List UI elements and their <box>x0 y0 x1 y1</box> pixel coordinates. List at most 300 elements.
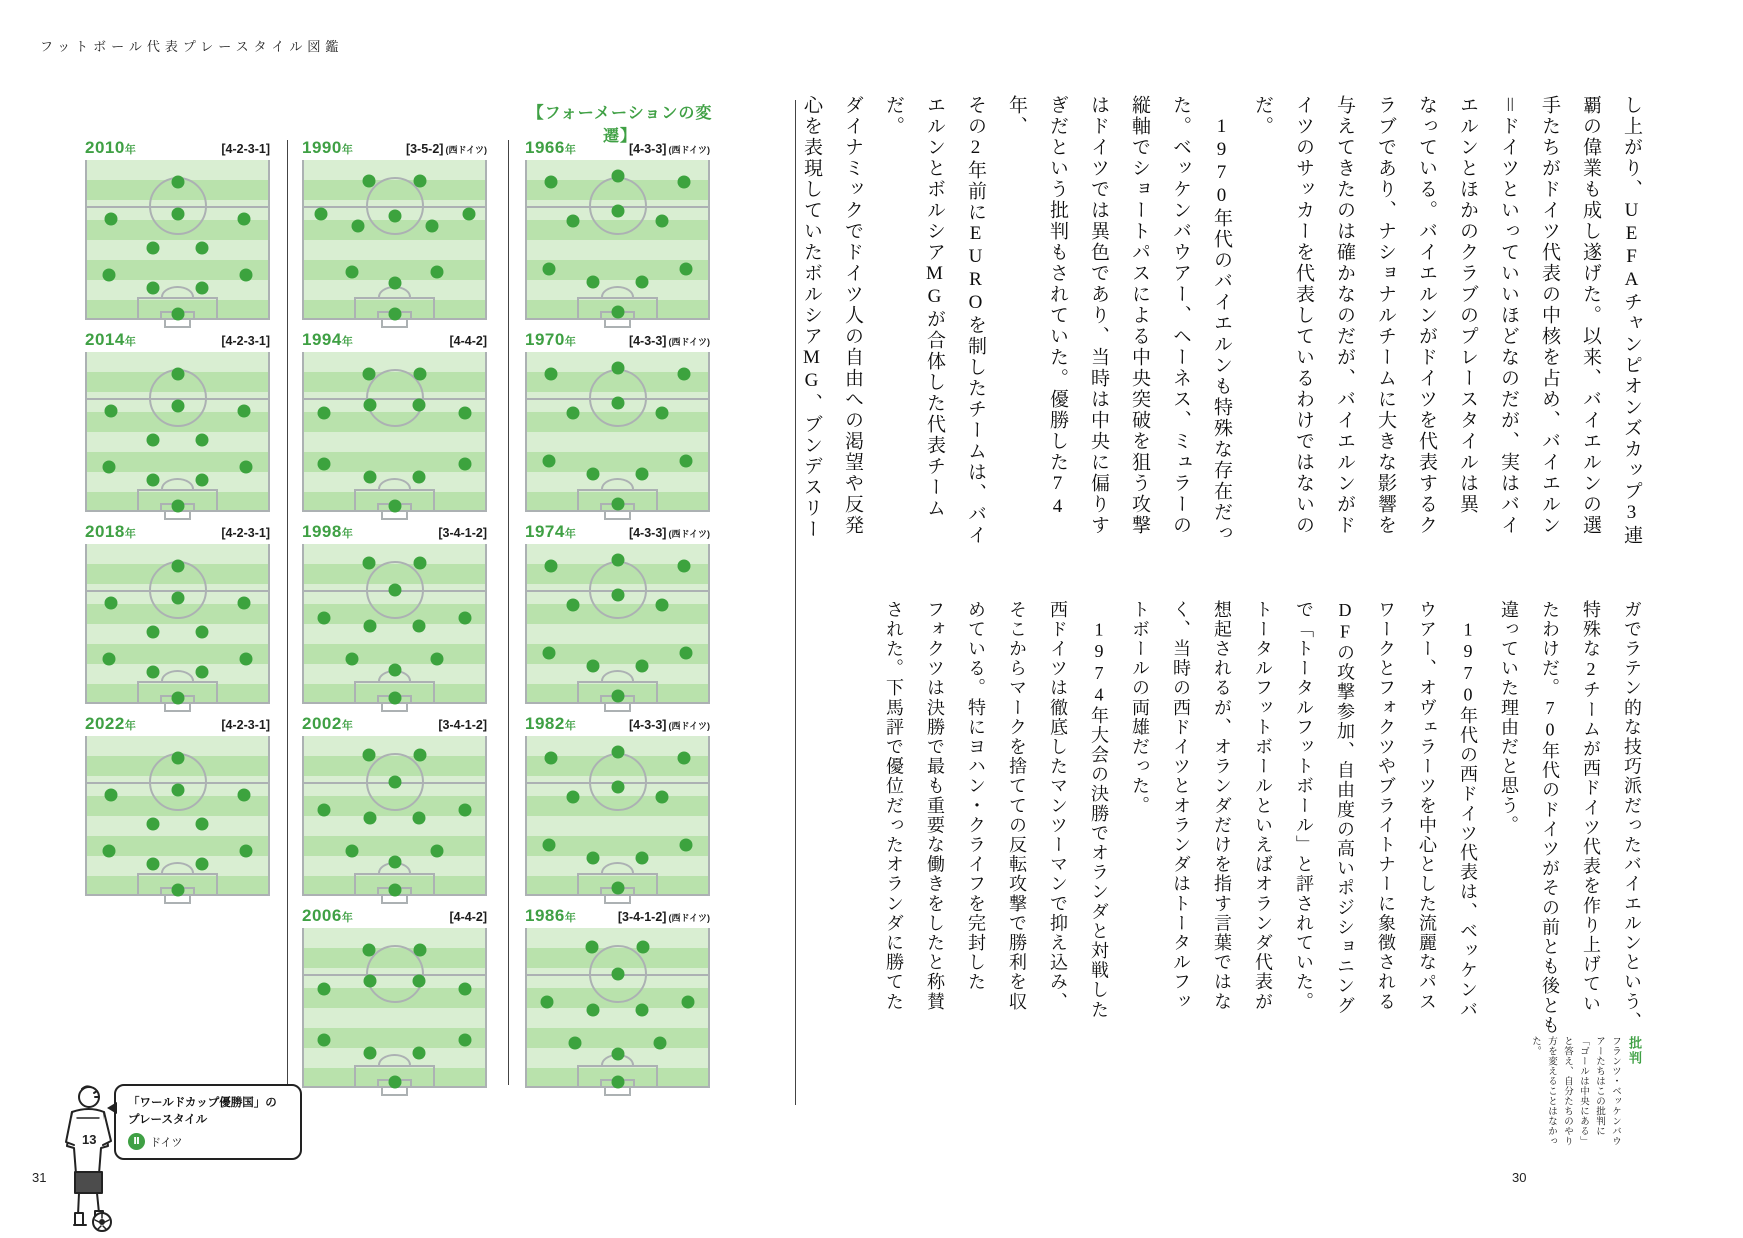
text-column: 特殊な2チームが西ドイツ代表を作り上げてい <box>1581 600 1601 1014</box>
player-dot <box>238 213 251 226</box>
player-dot <box>171 307 184 320</box>
player-dot <box>171 592 184 605</box>
text-column: し上がり、UEFAチャンピオンズカップ3連 <box>1621 95 1642 546</box>
text-column: なっている。バイエルンがドイツを代表するク <box>1416 95 1437 536</box>
player-dot <box>679 646 692 659</box>
player-dot <box>104 405 117 418</box>
formation-label: [4-3-3] (西ドイツ) <box>628 718 710 732</box>
player-dot <box>388 856 401 869</box>
pitch-diagram <box>525 352 710 512</box>
player-dot <box>171 784 184 797</box>
player-dot <box>655 598 668 611</box>
center-circle-marking <box>366 177 424 235</box>
formation-item <box>302 330 487 522</box>
goal-marking <box>381 320 409 328</box>
formation-item <box>525 714 710 906</box>
year-suffix-label: 年 <box>124 528 137 540</box>
speech-bubble <box>114 1084 302 1160</box>
player-dot <box>587 275 600 288</box>
player-dot <box>412 470 425 483</box>
formation-country-note: (西ドイツ) <box>445 145 487 155</box>
player-dot <box>458 803 471 816</box>
touch-l-marking <box>302 544 304 704</box>
player-dot <box>543 262 556 275</box>
pitch-diagram <box>525 928 710 1088</box>
text-column: ガでラテン的な技巧派だったバイエルンという、 <box>1622 600 1642 1032</box>
pitch-diagram <box>525 160 710 320</box>
formation-title <box>525 138 710 158</box>
formation-label: [3-5-2] (西ドイツ) <box>405 142 487 156</box>
player-dot <box>195 242 208 255</box>
formation-year: 2006年 <box>302 906 354 925</box>
formation-item <box>85 330 270 522</box>
player-dot <box>425 219 438 232</box>
text-column: ウアー、オヴェラーツを中心とした流麗なパス <box>1417 600 1437 1012</box>
year-suffix-label: 年 <box>341 912 354 924</box>
player-dot <box>195 434 208 447</box>
player-dot <box>195 626 208 639</box>
player-dot <box>611 746 624 759</box>
player-dot <box>637 941 650 954</box>
player-dot <box>544 752 557 765</box>
pen-arc-marking <box>601 670 634 681</box>
touch-l-marking <box>302 736 304 896</box>
player-dot <box>412 811 425 824</box>
touch-r-marking <box>708 352 710 512</box>
player-dot <box>239 845 252 858</box>
team-name: ドイツ <box>150 1136 183 1149</box>
formation-item <box>85 138 270 330</box>
formation-item <box>302 906 487 1098</box>
goal-marking <box>604 320 632 328</box>
player-dot <box>611 205 624 218</box>
touch-l-marking <box>302 352 304 512</box>
formation-title <box>302 522 487 542</box>
formation-year: 2014年 <box>85 330 137 349</box>
text-column: 1974年大会の決勝でオランダと対戦した <box>1089 600 1109 1020</box>
formation-label: [3-4-1-2] <box>438 526 487 540</box>
pitch-diagram <box>525 544 710 704</box>
formation-item <box>302 138 487 330</box>
player-dot <box>147 434 160 447</box>
pitch-diagram <box>85 160 270 320</box>
pitch-diagram <box>85 352 270 512</box>
player-dot <box>635 467 648 480</box>
player-dot <box>611 554 624 567</box>
formation-title <box>85 330 270 350</box>
player-dot <box>611 362 624 375</box>
goal-marking <box>604 512 632 520</box>
formation-year: 1982年 <box>525 714 577 733</box>
player-dot <box>147 858 160 871</box>
player-dot <box>238 597 251 610</box>
text-column: ＝ドイツといっていいほどなのだが、実はバイ <box>1498 95 1519 536</box>
player-dot <box>611 170 624 183</box>
player-dot <box>635 275 648 288</box>
player-dot <box>345 266 358 279</box>
formation-year: 1966年 <box>525 138 577 157</box>
pitch-diagram <box>85 736 270 896</box>
text-column: たわけだ。70年代のドイツがその前とも後とも <box>1540 600 1560 1036</box>
formation-column <box>85 138 270 906</box>
player-dot <box>458 458 471 471</box>
player-dot <box>679 838 692 851</box>
player-dot <box>171 368 184 381</box>
formation-item <box>302 714 487 906</box>
player-dot <box>587 851 600 864</box>
touch-r-marking <box>268 544 270 704</box>
player-dot <box>388 277 401 290</box>
pitch-diagram <box>525 736 710 896</box>
player-dot <box>171 883 184 896</box>
text-column: ラブであり、ナショナルチームに大きな影響を <box>1375 95 1396 536</box>
goal-marking <box>604 1088 632 1096</box>
text-column: た。ベッケンバウアー、ヘーネス、ミュラーの <box>1170 95 1191 536</box>
player-dot <box>318 611 331 624</box>
player-dot <box>543 646 556 659</box>
column-divider <box>508 140 509 1085</box>
year-suffix-label: 年 <box>564 528 577 540</box>
player-dot <box>147 282 160 295</box>
formation-label: [4-3-3] (西ドイツ) <box>628 334 710 348</box>
player-dot <box>364 470 377 483</box>
column-divider <box>287 140 288 1085</box>
text-column: 覇の偉業も成し遂げた。以来、バイエルンの選 <box>1580 95 1601 536</box>
player-dot <box>171 176 184 189</box>
player-dot <box>678 368 691 381</box>
player-dot <box>544 176 557 189</box>
year-suffix-label: 年 <box>124 144 137 156</box>
player-dot <box>681 995 694 1008</box>
player-dot <box>543 838 556 851</box>
text-column: 違っていた理由だと思う。 <box>1499 600 1519 836</box>
touch-r-marking <box>708 736 710 896</box>
year-suffix-label: 年 <box>124 336 137 348</box>
pitch-diagram <box>302 928 487 1088</box>
formation-country-note: (西ドイツ) <box>668 337 710 347</box>
player-dot <box>195 666 208 679</box>
touch-l-marking <box>85 352 87 512</box>
touch-l-marking <box>525 736 527 896</box>
formation-title <box>85 138 270 158</box>
text-column: フォクツは決勝で最も重要な働きをしたと称賛 <box>925 600 945 1012</box>
player-dot <box>611 882 624 895</box>
goal-marking <box>381 512 409 520</box>
formation-title <box>525 330 710 350</box>
player-dot <box>611 1075 624 1088</box>
player-dot <box>364 974 377 987</box>
formation-year: 1970年 <box>525 330 577 349</box>
player-dot <box>678 752 691 765</box>
article-block-bottom <box>873 600 1652 1040</box>
player-dot <box>362 557 375 570</box>
volume-badge-icon: Ⅱ <box>128 1133 145 1150</box>
year-suffix-label: 年 <box>124 720 137 732</box>
player-dot <box>568 1037 581 1050</box>
player-dot <box>388 499 401 512</box>
player-dot <box>431 845 444 858</box>
touch-r-marking <box>708 928 710 1088</box>
touch-l-marking <box>302 160 304 320</box>
player-dot <box>104 213 117 226</box>
goal-marking <box>381 896 409 904</box>
text-column: ぎだという批判もされていた。優勝した74年、 <box>1006 95 1068 519</box>
player-dot <box>611 968 624 981</box>
player-dot <box>351 219 364 232</box>
touch-r-marking <box>268 160 270 320</box>
pen-arc-marking <box>378 1054 411 1065</box>
formation-year: 2002年 <box>302 714 354 733</box>
sidenote <box>1527 1036 1645 1150</box>
formation-label: [4-3-3] (西ドイツ) <box>628 526 710 540</box>
player-dot <box>103 269 116 282</box>
article-block-top <box>791 95 1652 560</box>
player-dot <box>587 659 600 672</box>
formation-year: 2022年 <box>85 714 137 733</box>
player-dot <box>195 818 208 831</box>
text-column: 想起されるが、オランダだけを指す言葉ではな <box>1212 600 1232 1012</box>
player-dot <box>388 584 401 597</box>
player-dot <box>611 397 624 410</box>
text-column: はドイツでは異色であり、当時は中央に偏りす <box>1088 95 1109 536</box>
player-dot <box>147 818 160 831</box>
formation-label: [3-4-1-2] <box>438 718 487 732</box>
formation-column <box>525 138 710 1098</box>
player-dot <box>171 400 184 413</box>
player-dot <box>195 858 208 871</box>
formation-title <box>525 714 710 734</box>
text-column: その2年前にEUROを制したチームは、バイ <box>965 95 986 546</box>
player-dot <box>171 691 184 704</box>
player-dot <box>364 619 377 632</box>
formation-year: 1990年 <box>302 138 354 157</box>
formation-year: 2018年 <box>85 522 137 541</box>
formation-year: 1994年 <box>302 330 354 349</box>
pitch-diagram <box>302 352 487 512</box>
player-dot <box>462 208 475 221</box>
formation-column <box>302 138 487 1098</box>
player-dot <box>654 1037 667 1050</box>
pen-arc-marking <box>161 670 194 681</box>
text-column: 1970年代の西ドイツ代表は、ベッケンバ <box>1458 600 1478 1020</box>
player-dot <box>543 454 556 467</box>
text-column: く、当時の西ドイツとオランダはトータルフッ <box>1171 600 1191 1012</box>
pen-arc-marking <box>161 862 194 873</box>
player-dot <box>147 242 160 255</box>
player-dot <box>585 941 598 954</box>
player-dot <box>412 398 425 411</box>
formation-item <box>85 714 270 906</box>
formation-country-note: (西ドイツ) <box>668 529 710 539</box>
player-dot <box>611 498 624 511</box>
year-suffix-label: 年 <box>564 336 577 348</box>
text-column: DFの攻撃参加、自由度の高いポジショニング <box>1335 600 1355 1016</box>
player-dot <box>239 269 252 282</box>
player-dot <box>458 611 471 624</box>
touch-r-marking <box>268 736 270 896</box>
player-dot <box>412 1046 425 1059</box>
pen-arc-marking <box>161 478 194 489</box>
player-dot <box>611 1048 624 1061</box>
text-column: 与えてきたのは確かなのだが、バイエルンがド <box>1334 95 1355 536</box>
player-dot <box>655 406 668 419</box>
text-column: された。下馬評で優位だったオランダに勝てた <box>884 600 904 1012</box>
player-dot <box>567 790 580 803</box>
touch-r-marking <box>485 736 487 896</box>
goal-marking <box>164 512 192 520</box>
jersey-number: 13 <box>82 1132 97 1147</box>
player-dot <box>345 845 358 858</box>
formation-year: 2010年 <box>85 138 137 157</box>
formation-title <box>525 906 710 926</box>
player-dot <box>414 368 427 381</box>
touch-r-marking <box>485 544 487 704</box>
player-dot <box>679 262 692 275</box>
player-dot <box>388 664 401 677</box>
goal-marking <box>164 896 192 904</box>
player-dot <box>414 174 427 187</box>
pitch-diagram <box>302 160 487 320</box>
year-suffix-label: 年 <box>341 144 354 156</box>
formation-item <box>525 522 710 714</box>
player-dot <box>414 944 427 957</box>
player-dot <box>541 995 554 1008</box>
player-dot <box>388 691 401 704</box>
touch-r-marking <box>485 352 487 512</box>
formation-title <box>85 714 270 734</box>
player-dot <box>388 210 401 223</box>
year-suffix-label: 年 <box>564 144 577 156</box>
formation-label: [4-2-3-1] <box>221 718 270 732</box>
player-dot <box>364 811 377 824</box>
player-dot <box>103 653 116 666</box>
player-dot <box>431 266 444 279</box>
year-suffix-label: 年 <box>564 912 577 924</box>
player-dot <box>318 982 331 995</box>
player-dot <box>103 461 116 474</box>
book-header: フットボール代表プレースタイル図鑑 <box>40 39 344 54</box>
pen-arc-marking <box>601 286 634 297</box>
player-dot <box>195 474 208 487</box>
player-dot <box>611 306 624 319</box>
player-dot <box>655 214 668 227</box>
formation-year: 1986年 <box>525 906 577 925</box>
goal-marking <box>381 1088 409 1096</box>
player-dot <box>611 589 624 602</box>
player-dot <box>412 619 425 632</box>
goal-marking <box>381 704 409 712</box>
player-dot <box>567 214 580 227</box>
text-column: イツのサッカーを代表しているわけではないの <box>1293 95 1314 536</box>
player-dot <box>362 749 375 762</box>
text-column: トータルフットボールといえばオランダ代表が <box>1253 600 1273 1012</box>
pitch-diagram <box>85 544 270 704</box>
player-dot <box>314 208 327 221</box>
player-dot <box>414 749 427 762</box>
player-dot <box>611 781 624 794</box>
touch-l-marking <box>525 352 527 512</box>
goal-marking <box>164 320 192 328</box>
player-dot <box>544 560 557 573</box>
goal-marking <box>604 896 632 904</box>
player-dot <box>238 405 251 418</box>
year-suffix-label: 年 <box>564 720 577 732</box>
touch-r-marking <box>485 160 487 320</box>
text-column: ワークとフォクツやブライトナーに象徴される <box>1376 600 1396 1012</box>
player-dot <box>147 474 160 487</box>
year-suffix-label: 年 <box>341 528 354 540</box>
text-column: エルンとほかのクラブのプレースタイルは異 <box>1457 95 1478 515</box>
formation-year: 1974年 <box>525 522 577 541</box>
text-column: だ。 <box>1252 95 1273 137</box>
player-dot <box>567 598 580 611</box>
goal-marking <box>164 704 192 712</box>
text-column: 手たちがドイツ代表の中核を占め、バイエルン <box>1539 95 1560 536</box>
pen-arc-marking <box>378 478 411 489</box>
text-column: ダイナミックでドイツ人の自由への渇望や反発 <box>842 95 863 536</box>
formation-title <box>302 714 487 734</box>
formation-title <box>85 522 270 542</box>
player-dot <box>655 790 668 803</box>
pen-arc-marking <box>161 286 194 297</box>
player-dot <box>362 944 375 957</box>
touch-r-marking <box>708 160 710 320</box>
formation-label: [4-3-3] (西ドイツ) <box>628 142 710 156</box>
player-dot <box>171 208 184 221</box>
team-row <box>128 1133 290 1150</box>
pen-arc-marking <box>601 862 634 873</box>
page-number-right: 30 <box>1512 1170 1527 1185</box>
touch-l-marking <box>85 736 87 896</box>
figure-caption <box>56 1082 326 1234</box>
pen-arc-marking <box>601 478 634 489</box>
touch-l-marking <box>525 544 527 704</box>
text-column: 1970年代のバイエルンも特殊な存在だっ <box>1211 95 1232 544</box>
player-dot <box>679 454 692 467</box>
formation-country-note: (西ドイツ) <box>668 913 710 923</box>
player-dot <box>388 883 401 896</box>
touch-l-marking <box>525 160 527 320</box>
player-dot <box>171 752 184 765</box>
pitch-diagram <box>302 544 487 704</box>
formation-label: [4-4-2] <box>449 334 487 348</box>
player-dot <box>171 499 184 512</box>
player-dot <box>431 653 444 666</box>
player-dot <box>318 1034 331 1047</box>
player-dot <box>238 789 251 802</box>
player-dot <box>147 666 160 679</box>
player-dot <box>388 307 401 320</box>
player-dot <box>388 1075 401 1088</box>
player-dot <box>414 557 427 570</box>
player-dot <box>362 174 375 187</box>
text-column: 心を表現していたボルシアMG、ブンデスリー <box>801 95 822 540</box>
text-column: 西ドイツは徹底したマンツーマンで抑え込み、 <box>1048 600 1068 1012</box>
player-dot <box>412 974 425 987</box>
sidenote-body: フランツ・ベッケンバウアーたちはこの批判に「ゴールは中央にある」と答え、自分たちのやり方を変えることはなかった。 <box>1530 1036 1620 1146</box>
formation-item <box>85 522 270 714</box>
formation-label: [4-4-2] <box>449 910 487 924</box>
text-column: 縦軸でショートパスによる中央突破を狙う攻撃 <box>1129 95 1150 536</box>
player-dot <box>345 653 358 666</box>
figure-title: 【フォーメーションの変遷】 <box>527 105 713 145</box>
player-dot <box>587 467 600 480</box>
player-dot <box>611 690 624 703</box>
player-dot <box>104 597 117 610</box>
touch-l-marking <box>85 544 87 704</box>
formation-item <box>525 906 710 1098</box>
formation-title <box>302 906 487 926</box>
